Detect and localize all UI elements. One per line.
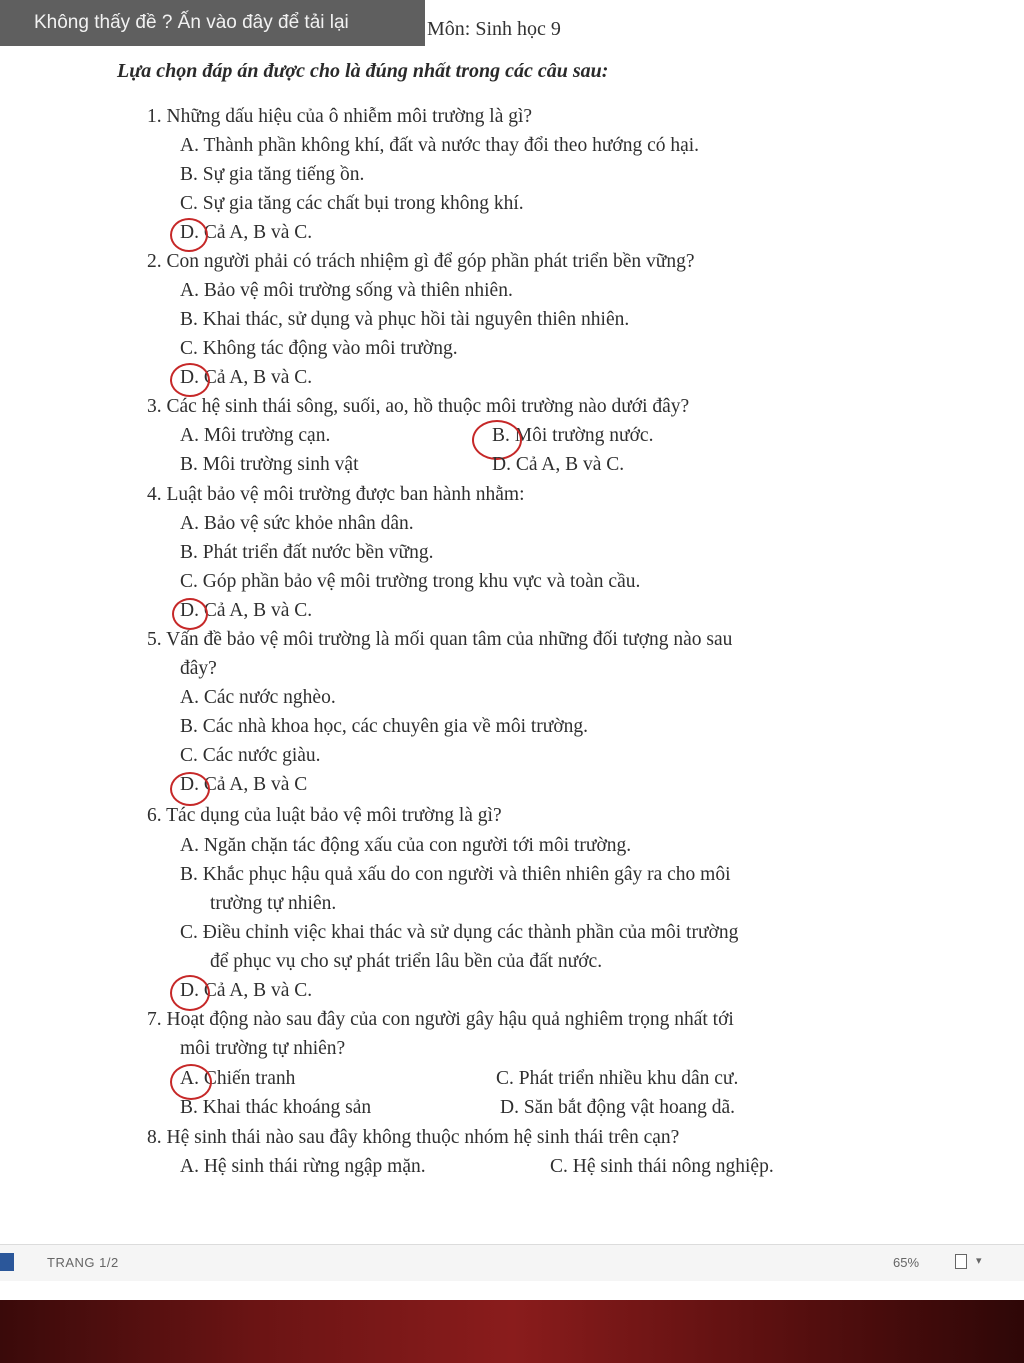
q6-option-d: D. Cả A, B và C. xyxy=(180,980,313,1001)
zoom-level[interactable]: 65% xyxy=(893,1255,920,1270)
q2-option-d: D. Cả A, B và C. xyxy=(180,367,313,388)
instruction-text: Lựa chọn đáp án được cho là đúng nhất trong các câu sau: xyxy=(117,60,609,82)
q6-option-a: A. Ngăn chặn tác động xấu của con người tới môi trường. xyxy=(180,835,632,856)
word-app-icon xyxy=(0,1253,14,1271)
q4-option-b: B. Phát triển đất nước bền vững. xyxy=(180,542,434,563)
q5-option-c: C. Các nước giàu. xyxy=(180,745,321,766)
q3-option-b-left: B. Môi trường sinh vật xyxy=(180,454,359,475)
q6-option-c: C. Điều chỉnh việc khai thác và sử dụng các thành phần của môi trường xyxy=(180,922,739,943)
q3-option-a: A. Môi trường cạn. xyxy=(180,425,331,446)
q6-option-b: B. Khắc phục hậu quả xấu do con người và thiên nhiên gây ra cho môi xyxy=(180,864,731,885)
q8-option-c: C. Hệ sinh thái nông nghiệp. xyxy=(550,1156,774,1177)
desktop-background xyxy=(0,1300,1024,1363)
question-5: 5. Vấn đề bảo vệ môi trường là mối quan tâm của những đối tượng nào sau xyxy=(147,629,733,650)
q5-option-b: B. Các nhà khoa học, các chuyên gia về môi trường. xyxy=(180,716,589,737)
q4-option-c: C. Góp phần bảo vệ môi trường trong khu vực và toàn cầu. xyxy=(180,571,641,592)
question-2: 2. Con người phải có trách nhiệm gì để góp phần phát triển bền vững? xyxy=(147,251,695,272)
q7-option-a: A. Chiến tranh xyxy=(180,1068,296,1089)
q4-option-d: D. Cả A, B và C. xyxy=(180,600,313,621)
q1-option-c: C. Sự gia tăng các chất bụi trong không khí. xyxy=(180,193,524,214)
question-8: 8. Hệ sinh thái nào sau đây không thuộc nhóm hệ sinh thái trên cạn? xyxy=(147,1127,680,1148)
q1-option-a: A. Thành phần không khí, đất và nước thay đổi theo hướng có hại. xyxy=(180,135,700,156)
q2-option-b: B. Khai thác, sử dụng và phục hồi tài nguyên thiên nhiên. xyxy=(180,309,630,330)
q5-option-d: D. Cả A, B và C xyxy=(180,774,308,795)
q3-option-b-right: B. Môi trường nước. xyxy=(492,425,654,446)
q8-option-a: A. Hệ sinh thái rừng ngập mặn. xyxy=(180,1156,426,1177)
q1-option-d: D. Cả A, B và C. xyxy=(180,222,313,243)
question-1: 1. Những dấu hiệu của ô nhiễm môi trường là gì? xyxy=(147,106,533,127)
view-dropdown-icon[interactable]: ▾ xyxy=(976,1255,982,1267)
q2-option-c: C. Không tác động vào môi trường. xyxy=(180,338,458,359)
q7-option-b: B. Khai thác khoáng sản xyxy=(180,1097,372,1118)
page-view-icon[interactable] xyxy=(955,1254,967,1269)
q7-option-c: C. Phát triển nhiều khu dân cư. xyxy=(496,1068,739,1089)
q5-option-a: A. Các nước nghèo. xyxy=(180,687,336,708)
question-5-cont: đây? xyxy=(180,658,217,679)
question-7: 7. Hoạt động nào sau đây của con người gây hậu quả nghiêm trọng nhất tới xyxy=(147,1009,734,1030)
q3-option-d: D. Cả A, B và C. xyxy=(492,454,625,475)
page-indicator[interactable]: TRANG 1/2 xyxy=(47,1255,119,1270)
status-bar xyxy=(0,1244,1024,1281)
question-3: 3. Các hệ sinh thái sông, suối, ao, hồ thuộc môi trường nào dưới đây? xyxy=(147,396,690,417)
question-7-cont: môi trường tự nhiên? xyxy=(180,1038,346,1059)
q6-option-b-cont: trường tự nhiên. xyxy=(210,893,337,914)
reload-banner[interactable]: Không thấy đề ? Ấn vào đây để tải lại xyxy=(0,0,425,46)
subject-label: Môn: Sinh học 9 xyxy=(427,18,561,40)
q1-option-b: B. Sự gia tăng tiếng ồn. xyxy=(180,164,365,185)
q4-option-a: A. Bảo vệ sức khỏe nhân dân. xyxy=(180,513,414,534)
q7-option-d: D. Săn bắt động vật hoang dã. xyxy=(500,1097,736,1118)
question-6: 6. Tác dụng của luật bảo vệ môi trường là gì? xyxy=(147,805,502,826)
q6-option-c-cont: để phục vụ cho sự phát triển lâu bền của đất nước. xyxy=(210,951,603,972)
question-4: 4. Luật bảo vệ môi trường được ban hành nhằm: xyxy=(147,484,525,505)
q2-option-a: A. Bảo vệ môi trường sống và thiên nhiên. xyxy=(180,280,513,301)
